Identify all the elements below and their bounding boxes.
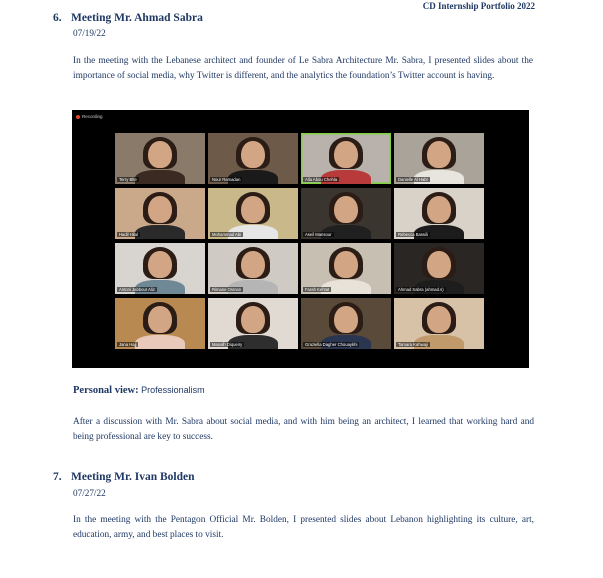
participant-face bbox=[148, 141, 171, 169]
participant-body bbox=[135, 170, 185, 184]
participant-face bbox=[427, 196, 450, 224]
section-6-paragraph: In the meeting with the Lebanese architect and founder of Le Sabra Architecture Mr. Sabra, I presented slides about the importance of social media, why Twitter is different, and the analytics the foundation’s Twitter account is having. bbox=[73, 56, 533, 81]
participant-face bbox=[334, 141, 357, 169]
participant-tile bbox=[394, 298, 484, 349]
participant-body bbox=[135, 335, 185, 349]
personal-view-value: Professionalism bbox=[141, 385, 205, 395]
section-7-heading bbox=[53, 471, 195, 483]
participant-name: Graziella Dagher Chouaykhi bbox=[305, 342, 358, 347]
participant-tile bbox=[301, 133, 391, 184]
participant-face bbox=[334, 306, 357, 334]
participant-face bbox=[148, 306, 171, 334]
recording-label: Recording bbox=[82, 114, 103, 119]
participant-name: Danielle Al Habr bbox=[398, 177, 429, 182]
header-title: CD Internship Portfolio 2022 bbox=[422, 1, 535, 11]
participant-face bbox=[148, 196, 171, 224]
recording-indicator bbox=[76, 114, 103, 119]
section-6-title: Meeting Mr. Ahmad Sabra bbox=[71, 12, 203, 24]
participant-tile bbox=[115, 188, 205, 239]
participant-name: Mohammad Abi bbox=[212, 232, 242, 237]
participant-face bbox=[148, 251, 171, 279]
participant-tile bbox=[208, 188, 298, 239]
participant-tile bbox=[115, 243, 205, 294]
participant-tile bbox=[208, 133, 298, 184]
participant-face bbox=[334, 196, 357, 224]
participant-face bbox=[427, 141, 450, 169]
participant-name: Rimane Osman bbox=[212, 287, 242, 292]
participant-tile bbox=[208, 243, 298, 294]
section-7-date: 07/27/22 bbox=[73, 488, 106, 498]
participant-tile bbox=[301, 188, 391, 239]
participant-tile bbox=[115, 133, 205, 184]
personal-view-label: Personal view: bbox=[73, 385, 139, 396]
participant-face bbox=[241, 196, 264, 224]
participant-face bbox=[241, 141, 264, 169]
participant-name: Alla Abou Chehla bbox=[305, 177, 338, 182]
participant-tile bbox=[208, 298, 298, 349]
participant-name: Terry Blte bbox=[119, 177, 137, 182]
participant-name: Hadil Hilal bbox=[119, 232, 138, 237]
participant-tile bbox=[115, 298, 205, 349]
participant-grid bbox=[115, 133, 485, 355]
section-7-title: Meeting Mr. Ivan Bolden bbox=[71, 471, 195, 483]
zoom-meeting-screenshot bbox=[72, 110, 529, 368]
participant-name: Nour Ramadan bbox=[212, 177, 241, 182]
participant-name: Tamara Kahwaji bbox=[398, 342, 428, 347]
participant-name: Jana Hajj bbox=[119, 342, 137, 347]
participant-face bbox=[241, 251, 264, 279]
participant-face bbox=[334, 251, 357, 279]
participant-name: Ahmad Sabra (ahmad.s) bbox=[398, 287, 444, 292]
participant-name: Antoni Jabbour Aliz bbox=[119, 287, 155, 292]
participant-tile bbox=[301, 243, 391, 294]
section-6-date: 07/19/22 bbox=[73, 28, 106, 38]
participant-body bbox=[135, 225, 185, 239]
personal-view bbox=[73, 385, 205, 396]
participant-name: Manalh Diqueiry bbox=[212, 342, 243, 347]
section-7-paragraph: In the meeting with the Pentagon Official Mr. Bolden, I presented slides about Lebanon highlighting its culture, art, education, army, and best places to visit. bbox=[73, 515, 534, 540]
participant-face bbox=[427, 251, 450, 279]
participant-name: Rebecca Bassili bbox=[398, 232, 428, 237]
section-6-heading bbox=[53, 12, 203, 24]
section-7-number: 7. bbox=[53, 471, 62, 483]
participant-name: Farah Kehtat bbox=[305, 287, 330, 292]
section-6-number: 6. bbox=[53, 12, 62, 24]
participant-tile bbox=[301, 298, 391, 349]
participant-name: Aseil Mansour bbox=[305, 232, 332, 237]
participant-face bbox=[427, 306, 450, 334]
participant-tile bbox=[394, 133, 484, 184]
participant-tile bbox=[394, 243, 484, 294]
record-dot-icon bbox=[76, 115, 80, 119]
participant-tile bbox=[394, 188, 484, 239]
participant-face bbox=[241, 306, 264, 334]
section-6-reflection: After a discussion with Mr. Sabra about social media, and with him being an architect, I learned that working hard and being professional are key to success. bbox=[73, 417, 534, 442]
